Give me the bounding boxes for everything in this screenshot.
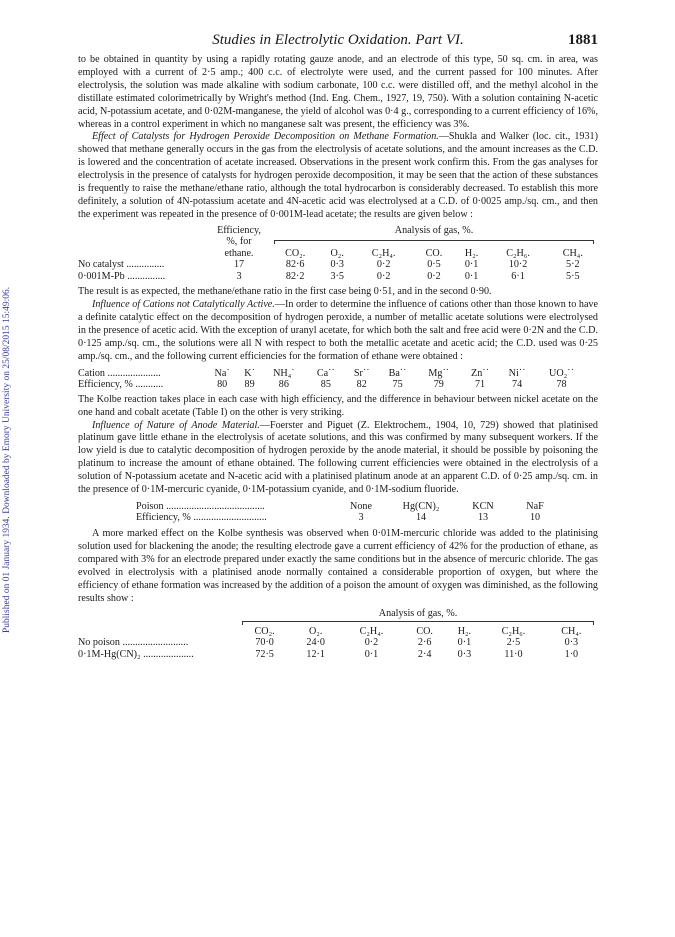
table-header-row — [78, 608, 598, 620]
table-row — [78, 637, 598, 649]
cell: 13 — [477, 512, 489, 524]
analysis-head-label: Analysis of gas, %. — [394, 224, 474, 236]
section-heading-cations: Influence of Cations not Catalytically Active. — [92, 299, 275, 311]
table-catalyst-gas-analysis — [78, 225, 598, 283]
cell: 3·5 — [330, 270, 344, 282]
section-heading-catalysts: Effect of Catalysts for Hydrogen Peroxide Decomposition on Methane Formation. — [92, 131, 439, 143]
cell: 86 — [278, 379, 289, 391]
paragraph-result: The result is as expected, the methane/ethane ratio in the first case being 0·51, and in the second 0·90. — [78, 286, 492, 298]
paragraph-methyl-alcohol: to be obtained in quantity by using a rapidly rotating gauze anode, and an electrode of this type, 50 sq. cm. in area, was employed with a current of 2·5 amp.; 400 c.c. of electrolyte were used, and the current passed for 100 minutes. After electrolysis, the solution was made alkaline with sodium carbonate, 100 c.c. were distilled off, and the methyl alcohol in the distillate estimated colorimetrically by Wright's method (Ind. Eng. Chem., 1927, 19, 750). With a solution containing N-acetic acid, N-potassium acetate, and 0·02M-manganese, the yield of alcohol was 0·4 g., corresponding to a current efficiency of 16%, whereas in a control experiment in which no manganese salt was present, the efficiency was 3%. — [78, 54, 598, 130]
cell: Hg(CN)₂ — [402, 500, 440, 512]
column-o2: O₂. — [330, 247, 344, 259]
cell: 74 — [512, 379, 523, 391]
cell: 0·5 — [427, 259, 441, 271]
column-h2: H₂. — [457, 625, 472, 637]
table-row-efficiencies — [136, 512, 560, 524]
table-header-row — [78, 225, 598, 237]
cell: 0·2 — [376, 270, 391, 282]
page-number: 1881 — [568, 32, 598, 48]
paragraph-anode-body: —Foerster and Piguet (Z. Elektrochem., 1904, 10, 729) showed that platinised platinum gave little ethane in the electrolysis of acetate solutions, and this was confirmed by many subsequent workers. If the low yield is due to catalytic decomposition of hydrogen peroxide by the anode material, it should be possible by poisoning the platinum to increase the amount of ethane obtained. The following current efficiencies were obtained in the electrolysis of a solution of N-potassium acetate and N-acetic acid with a platinised platinum anode at an apparent C.D. of 0·25 amp./sq. cm. in the presence of 0·1M-mercuric cyanide, 0·1M-potassium cyanide, and 0·1M-sodium fluoride. — [78, 419, 598, 496]
column-c2h4: C₂H₄. — [359, 625, 384, 637]
cell: 70·0 — [255, 637, 274, 649]
cell: 12·1 — [306, 648, 325, 660]
column-co: CO. — [416, 625, 433, 637]
cell-efficiency: 3 — [236, 270, 242, 282]
column-c2h6: C₂H₆. — [501, 625, 526, 637]
row-label: Efficiency, % ............................. — [136, 512, 267, 524]
column-co2: CO₂. — [254, 625, 275, 637]
paragraph-anode — [78, 420, 598, 497]
table-row — [78, 271, 598, 283]
column-h2: H₂. — [464, 247, 479, 259]
cell: 2·6 — [417, 637, 432, 649]
analysis-head — [238, 608, 598, 620]
column-c2h4: C₂H₄. — [371, 247, 396, 259]
row-label: Poison ....................................... — [136, 500, 265, 512]
row-label: Cation ..................... — [78, 367, 161, 379]
table-header-row — [78, 236, 598, 248]
cell-efficiency: 17 — [233, 259, 245, 271]
cell: Ba˙˙ — [388, 367, 407, 379]
cell: 2·5 — [506, 637, 521, 649]
cell: 0·2 — [427, 270, 441, 282]
cell: 2·4 — [417, 648, 432, 660]
cell: Na˙ — [214, 367, 230, 379]
cell: None — [350, 500, 372, 512]
column-o2: O₂. — [309, 625, 323, 637]
column-ch4: CH₄. — [561, 625, 582, 637]
cell: 10 — [529, 512, 541, 524]
cell: 5·5 — [566, 270, 580, 282]
paragraph-catalysts — [78, 131, 598, 221]
cell: 14 — [415, 512, 427, 524]
section-heading-anode: Influence of Nature of Anode Material. — [92, 419, 260, 431]
cell: 0·1 — [364, 648, 379, 660]
cell: 82·6 — [285, 259, 305, 271]
cell: 71 — [474, 379, 486, 391]
cell: 0·2 — [364, 637, 379, 649]
table-row-poisons — [136, 501, 560, 513]
table-row-cations — [78, 368, 588, 380]
cell: 78 — [556, 379, 567, 391]
cell: 80 — [217, 379, 228, 391]
efficiency-head-2: %, for — [226, 236, 252, 248]
cell: 75 — [392, 379, 403, 391]
cell: 0·2 — [376, 259, 391, 271]
analysis-head — [270, 225, 598, 237]
cell: NH₄˙ — [273, 367, 295, 379]
paragraph-cations-body: —In order to determine the influence of cations other than those known to have a definite catalytic effect on the decomposition of hydrogen peroxide, a number of metallic acetate solutions were electrolysed in the presence of acetic acid. With the exception of uranyl acetate, for which both the salt and free acid were 0·2N and the C.D. 0·125 amp./sq. cm., the solutions were all N with respect to both the metallic acetate and acetic acid; the C.D. used was 0·25 amp./sq. cm., and the following current efficiencies for the formation of ethane were obtained : — [78, 299, 598, 362]
table-header-row — [78, 248, 598, 260]
column-c2h6: C₂H₆. — [506, 247, 530, 259]
row-label: 0·1M-Hg(CN)₂ .................... — [78, 648, 194, 660]
cell: 3 — [358, 512, 364, 524]
paragraph-catalysts-body: —Shukla and Walker (loc. cit., 1931) showed that methane generally occurs in the gas from the electrolysis of acetate solutions, and the amount increases as the C.D. is lowered and the concentration of acetate increased. Observations in the present work confirm this. From the gas analyses for electrolysis in the presence of catalysts for hydrogen peroxide decomposition, it may be seen that the action of these substances is frequently to raise the methane/ethane ratio, although the total hydrocarbon is considerably decreased. To establish this more definitely, a solution of 4N-potassium acetate and 4N-acetic acid was electrolysed at a C.D. of 0·0025 amp./sq. cm., and then the experiment was repeated in the presence of 0·001M-lead acetate; the results are given below : — [78, 131, 598, 220]
row-label: No poison .......................... — [78, 637, 189, 649]
row-label: Efficiency, % ........... — [78, 379, 164, 391]
cell: 5·2 — [566, 259, 580, 271]
cell: 82 — [356, 379, 367, 391]
cell: UO₂˙˙ — [549, 367, 574, 379]
table-header-row — [78, 626, 598, 638]
cell: 0·1 — [464, 270, 479, 282]
cell: 24·0 — [306, 637, 325, 649]
running-title: Studies in Electrolytic Oxidation. Part VI. — [212, 32, 464, 48]
table-row-efficiencies — [78, 379, 588, 391]
analysis-head-label: Analysis of gas, %. — [378, 608, 458, 620]
cell: Zn˙˙ — [471, 367, 490, 379]
cell: 89 — [244, 379, 255, 391]
paragraph-cations — [78, 299, 598, 364]
cell: 79 — [433, 379, 444, 391]
table-row — [78, 649, 598, 661]
cell: Mg˙˙ — [428, 367, 450, 379]
cell: 72·5 — [255, 648, 274, 660]
page-header — [78, 32, 598, 54]
table-cation-efficiency — [78, 368, 588, 391]
cell: 10·2 — [508, 259, 528, 271]
row-label: 0·001M-Pb ............... — [78, 270, 166, 282]
table-poison-efficiency — [136, 501, 560, 524]
cell: 0·1 — [464, 259, 479, 271]
efficiency-head-3: ethane. — [224, 247, 254, 259]
table-row — [78, 259, 598, 271]
cell: KCN — [472, 500, 494, 512]
cell: K˙ — [244, 367, 255, 379]
cell: 6·1 — [511, 270, 525, 282]
column-co2: CO₂. — [285, 247, 306, 259]
analysis-brace — [274, 240, 594, 244]
journal-page — [78, 32, 598, 660]
cell: 0·3 — [457, 648, 472, 660]
cell: 82·2 — [285, 270, 305, 282]
cell: NaF — [526, 500, 544, 512]
cell: Sr˙˙ — [353, 367, 370, 379]
cell: 11·0 — [504, 648, 523, 660]
cell: Ni˙˙ — [508, 367, 526, 379]
cell: 0·1 — [457, 637, 472, 649]
cell: 85 — [320, 379, 331, 391]
row-label: No catalyst ............... — [78, 259, 165, 271]
publication-side-note: Published on 01 January 1934. Downloaded by Emory University on 25/08/2015 15:49:06. — [2, 286, 12, 634]
column-co: CO. — [425, 247, 443, 259]
efficiency-head-1: Efficiency, — [217, 224, 261, 236]
cell: 1·0 — [564, 648, 579, 660]
table-poison-gas-analysis — [78, 608, 598, 660]
cell: 0·3 — [330, 259, 344, 271]
cell: Ca˙˙ — [316, 367, 335, 379]
paragraph-kolbe-synthesis: A more marked effect on the Kolbe synthesis was observed when 0·01M-mercuric chloride was added to the platinising solution used for blackening the anode; the resulting electrode gave a current efficiency of 42% for the production of ethane, as compared with 3% for an electrode prepared under exactly the same conditions but in the absence of mercuric chloride. The gas evolved in electrolysis with a platinised anode normally contained a considerable proportion of oxygen, but where the efficiency of ethane formation was increased by the addition of a poison the amount of oxygen was diminished, as the following results show : — [78, 527, 598, 604]
cell: 0·3 — [564, 637, 579, 649]
analysis-brace — [242, 621, 594, 625]
paragraph-kolbe: The Kolbe reaction takes place in each case with high efficiency, and the difference in behaviour between nickel acetate on the one hand and cobalt acetate (Table I) on the other is very striking. — [78, 393, 598, 418]
column-ch4: CH₄. — [562, 247, 583, 259]
